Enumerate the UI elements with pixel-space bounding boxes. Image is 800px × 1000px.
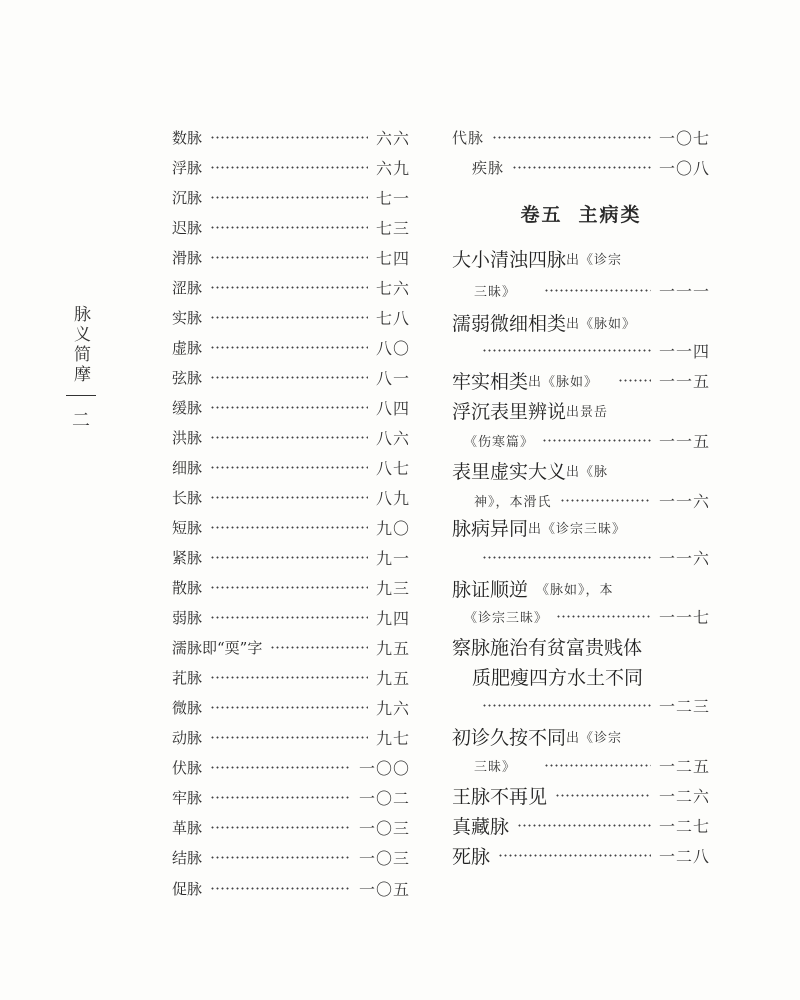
toc-entry[interactable] <box>452 575 710 601</box>
dot-leader <box>517 824 651 827</box>
entry-title: 质肥瘦四方水土不同 <box>472 666 644 689</box>
entry-title: 涩脉 <box>172 278 203 297</box>
entry-title: 表里虚实大义 <box>452 460 567 483</box>
toc-entry[interactable] <box>172 484 410 510</box>
dot-leader <box>210 736 368 739</box>
entry-page: 一〇五 <box>358 879 410 899</box>
entry-page: 七四 <box>375 248 410 268</box>
toc-entry[interactable] <box>172 304 410 330</box>
toc-entry[interactable] <box>452 782 710 808</box>
toc-entry-cont[interactable] <box>452 337 710 363</box>
toc-entry[interactable] <box>452 514 710 540</box>
entry-page: 一一六 <box>658 548 710 568</box>
entry-page: 九五 <box>375 639 410 659</box>
dot-leader <box>482 349 651 352</box>
dot-leader <box>544 764 651 767</box>
entry-page: 一二五 <box>658 756 710 776</box>
entry-title: 伏脉 <box>172 759 203 778</box>
toc-entry[interactable] <box>452 842 710 868</box>
entry-title: 促脉 <box>172 879 203 898</box>
dot-leader <box>542 439 651 442</box>
dot-leader <box>560 499 651 502</box>
entry-title: 短脉 <box>172 519 203 538</box>
toc-entry[interactable] <box>172 665 410 691</box>
entry-page: 一一五 <box>658 431 710 451</box>
toc-entry[interactable] <box>172 124 410 150</box>
entry-page: 九五 <box>375 669 410 689</box>
entry-page: 八九 <box>375 488 410 508</box>
entry-page: 一二六 <box>658 786 710 806</box>
entry-page: 九一 <box>375 549 410 569</box>
entry-title: 滑脉 <box>172 248 203 267</box>
dot-leader <box>210 556 368 559</box>
entry-page: 六九 <box>375 158 410 178</box>
entry-page: 七六 <box>375 278 410 298</box>
toc-entry[interactable] <box>172 274 410 300</box>
entry-title: 虚脉 <box>172 338 203 357</box>
toc-entry[interactable] <box>172 454 410 480</box>
entry-page: 七八 <box>375 308 410 328</box>
entry-page: 一〇八 <box>658 158 710 178</box>
dot-leader <box>210 226 368 229</box>
entry-title: 芤脉 <box>172 669 203 688</box>
toc-entry[interactable] <box>172 545 410 571</box>
dot-leader <box>210 796 351 799</box>
toc-entry[interactable] <box>452 723 710 749</box>
entry-page: 一〇二 <box>358 789 410 809</box>
toc-entry-cont[interactable] <box>452 692 710 718</box>
dot-leader <box>210 826 351 829</box>
page-number: 二 <box>72 410 90 431</box>
toc-entry[interactable] <box>172 815 410 841</box>
dot-leader <box>210 616 368 619</box>
toc-entry[interactable] <box>172 845 410 871</box>
entry-title: 散脉 <box>172 579 203 598</box>
toc-entry[interactable] <box>172 184 410 210</box>
dot-leader <box>210 586 368 589</box>
entry-page: 八七 <box>375 458 410 478</box>
toc-entry[interactable] <box>172 394 410 420</box>
entry-source: 神》，本滑氏 <box>474 494 552 510</box>
dot-leader <box>210 856 351 859</box>
dot-leader <box>482 556 651 559</box>
entry-title: 数脉 <box>172 128 203 147</box>
entry-title: 沉脉 <box>172 188 203 207</box>
toc-entry-cont[interactable] <box>452 544 710 570</box>
dot-leader <box>210 676 368 679</box>
toc-entry[interactable] <box>172 515 410 541</box>
toc-entry[interactable] <box>172 725 410 751</box>
toc-entry[interactable] <box>452 457 710 483</box>
toc-entry-cont[interactable] <box>452 427 710 453</box>
entry-title: 王脉不再见 <box>452 785 548 808</box>
entry-source: 出《脉如》 <box>566 316 637 332</box>
toc-entry[interactable] <box>172 334 410 360</box>
toc-entry[interactable] <box>172 575 410 601</box>
dot-leader <box>498 854 651 857</box>
toc-entry-cont[interactable] <box>452 663 710 689</box>
toc-entry[interactable] <box>452 245 710 271</box>
entry-title: 死脉 <box>452 845 491 868</box>
dot-leader <box>210 436 368 439</box>
entry-title: 弱脉 <box>172 609 203 628</box>
entry-source: 出景岳 <box>566 404 609 420</box>
toc-entry-cont[interactable] <box>452 603 710 629</box>
entry-title: 长脉 <box>172 488 203 507</box>
dot-leader <box>210 286 368 289</box>
toc-entry[interactable] <box>172 875 410 901</box>
dot-leader <box>210 256 368 259</box>
entry-title: 缓脉 <box>172 398 203 417</box>
entry-source: 出《诊宗三昧》 <box>528 521 627 537</box>
toc-entry-cont[interactable] <box>452 277 710 303</box>
entry-page: 一二三 <box>658 696 710 716</box>
toc-entry-cont[interactable] <box>452 487 710 513</box>
dot-leader <box>544 289 651 292</box>
entry-title: 弦脉 <box>172 368 203 387</box>
section-heading <box>452 200 710 227</box>
entry-source: 三昧》 <box>474 284 517 300</box>
dot-leader <box>210 466 368 469</box>
entry-title: 洪脉 <box>172 428 203 447</box>
dot-leader <box>210 766 351 769</box>
running-header <box>66 305 96 432</box>
entry-page: 一一一 <box>658 281 710 301</box>
entry-page: 八四 <box>375 398 410 418</box>
entry-title: 初诊久按不同 <box>452 726 567 749</box>
entry-page: 一一六 <box>658 491 710 511</box>
toc-entry[interactable] <box>172 214 410 240</box>
entry-source: 出《脉 <box>566 464 609 480</box>
section-name: 主病类 <box>578 204 642 226</box>
dot-leader <box>492 136 651 139</box>
entry-source: 出《脉如》 <box>528 374 599 390</box>
entry-page: 一〇三 <box>358 819 410 839</box>
dot-leader <box>210 346 368 349</box>
entry-page: 一〇七 <box>658 128 710 148</box>
entry-page: 八六 <box>375 428 410 448</box>
entry-title: 脉病异同 <box>452 517 529 540</box>
dot-leader <box>210 316 368 319</box>
entry-page: 九六 <box>375 699 410 719</box>
toc-entry-cont[interactable] <box>452 752 710 778</box>
toc-entry[interactable] <box>452 633 710 659</box>
toc-entry[interactable] <box>172 244 410 270</box>
entry-title: 浮脉 <box>172 158 203 177</box>
entry-title: 革脉 <box>172 819 203 838</box>
dot-leader <box>210 376 368 379</box>
entry-page: 一一七 <box>658 607 710 627</box>
entry-page: 九四 <box>375 609 410 629</box>
entry-source: 出《诊宗 <box>566 252 623 268</box>
toc-entry[interactable] <box>172 695 410 721</box>
entry-title: 紧脉 <box>172 549 203 568</box>
dot-leader <box>210 136 368 139</box>
entry-page: 一二七 <box>658 816 710 836</box>
entry-page: 八一 <box>375 368 410 388</box>
entry-page: 一一四 <box>658 341 710 361</box>
entry-title: 濡脉即“耎”字 <box>172 639 263 658</box>
entry-page: 九三 <box>375 579 410 599</box>
entry-title: 察脉施治有贫富贵贱体 <box>452 636 643 659</box>
toc-entry[interactable] <box>452 397 710 423</box>
toc-entry[interactable] <box>172 364 410 390</box>
dot-leader <box>618 379 651 382</box>
entry-page: 八〇 <box>375 338 410 358</box>
entry-page: 一一五 <box>658 371 710 391</box>
entry-title: 细脉 <box>172 458 203 477</box>
entry-title: 脉证顺逆 <box>452 578 529 601</box>
entry-source: 《伤寒篇》 <box>464 434 535 450</box>
toc-entry[interactable] <box>452 154 710 180</box>
entry-source: 《脉如》，本 <box>536 582 614 598</box>
entry-title: 大小清浊四脉 <box>452 248 567 271</box>
dot-leader <box>270 646 368 649</box>
toc-entry[interactable] <box>172 755 410 781</box>
dot-leader <box>512 166 651 169</box>
entry-title: 微脉 <box>172 699 203 718</box>
entry-title: 濡弱微细相类 <box>452 312 567 335</box>
toc-entry[interactable] <box>452 124 710 150</box>
toc-entry[interactable] <box>172 154 410 180</box>
entry-title: 牢实相类 <box>452 370 529 393</box>
entry-page: 九七 <box>375 729 410 749</box>
dot-leader <box>210 526 368 529</box>
book-title: 脉义简摩 <box>70 305 90 385</box>
entry-title: 迟脉 <box>172 218 203 237</box>
entry-title: 真藏脉 <box>452 815 510 838</box>
toc-entry[interactable] <box>452 812 710 838</box>
dot-leader <box>210 887 351 890</box>
divider <box>66 395 96 396</box>
entry-title: 浮沉表里辨说 <box>452 400 567 423</box>
dot-leader <box>555 794 651 797</box>
toc-entry[interactable] <box>172 424 410 450</box>
toc-entry[interactable] <box>172 635 410 661</box>
entry-page: 七三 <box>375 218 410 238</box>
entry-page: 一〇〇 <box>358 759 410 779</box>
entry-page: 六六 <box>375 128 410 148</box>
dot-leader <box>210 496 368 499</box>
entry-title: 牢脉 <box>172 789 203 808</box>
dot-leader <box>210 706 368 709</box>
section-volume: 卷五 <box>520 204 563 226</box>
dot-leader <box>210 406 368 409</box>
toc-entry[interactable] <box>172 785 410 811</box>
toc-entry[interactable] <box>452 309 710 335</box>
dot-leader <box>210 166 368 169</box>
entry-page: 一〇三 <box>358 849 410 869</box>
entry-source: 出《诊宗 <box>566 730 623 746</box>
dot-leader <box>556 615 651 618</box>
dot-leader <box>210 196 368 199</box>
toc-entry[interactable] <box>452 367 710 393</box>
entry-title: 动脉 <box>172 729 203 748</box>
entry-title: 实脉 <box>172 308 203 327</box>
entry-title: 结脉 <box>172 849 203 868</box>
dot-leader <box>482 704 651 707</box>
entry-source: 三昧》 <box>474 759 517 775</box>
entry-title: 代脉 <box>452 128 485 147</box>
toc-entry[interactable] <box>172 605 410 631</box>
entry-source: 《诊宗三昧》 <box>464 610 549 626</box>
entry-page: 一二八 <box>658 846 710 866</box>
entry-page: 九〇 <box>375 519 410 539</box>
entry-title: 疾脉 <box>472 158 505 177</box>
entry-page: 七一 <box>375 188 410 208</box>
